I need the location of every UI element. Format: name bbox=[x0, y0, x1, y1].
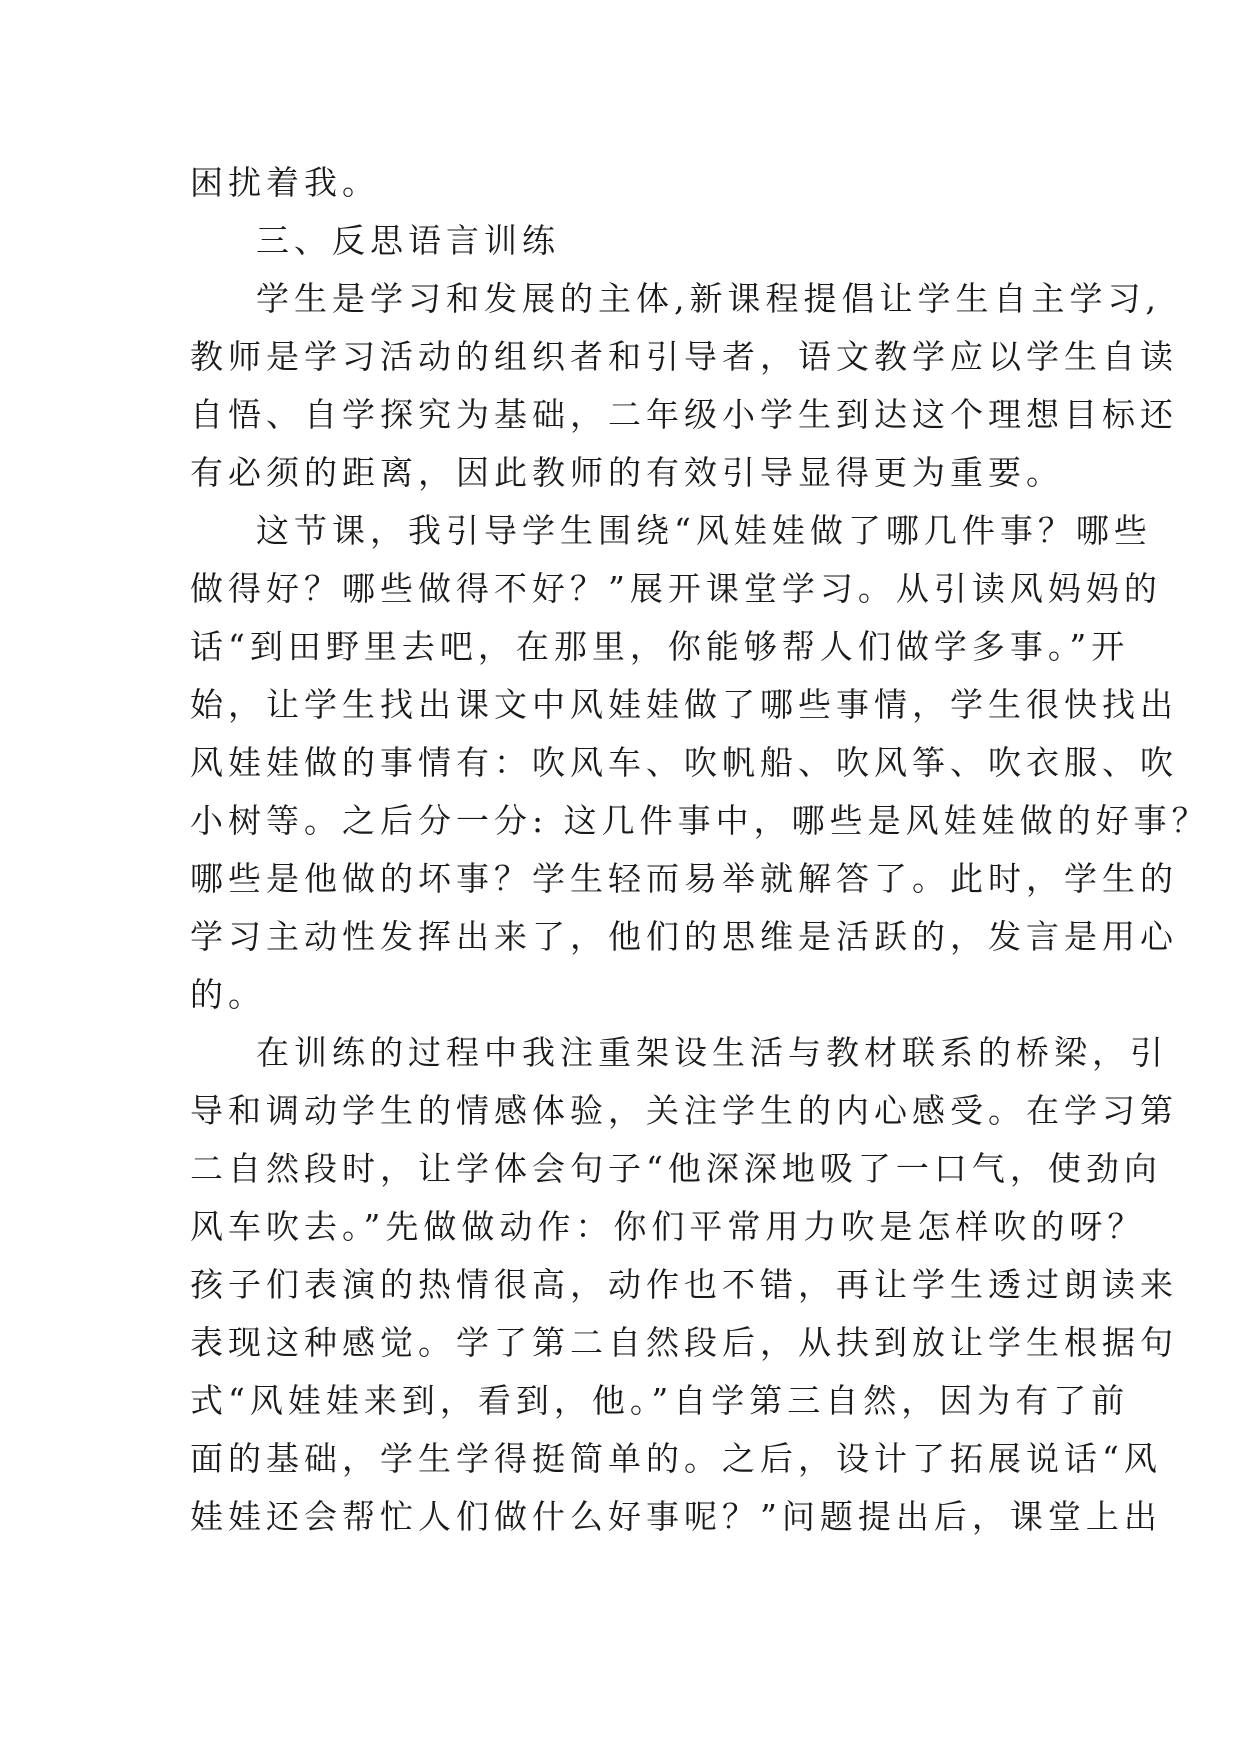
paragraph-first-line: 学生是学习和发展的主体,新课程提倡让学生自主学习, bbox=[256, 279, 1161, 318]
text-line: 表现这种感觉。学了第二自然段后，从扶到放让学生根据句 bbox=[190, 1323, 1178, 1362]
text-line: 的。 bbox=[190, 975, 266, 1014]
text-line: 哪些是他做的坏事？学生轻而易举就解答了。此时，学生的 bbox=[190, 859, 1178, 898]
text-line: 有必须的距离，因此教师的有效引导显得更为重要。 bbox=[190, 453, 1064, 492]
paragraph-first-line: 这节课，我引导学生围绕“风娃娃做了哪几件事？哪些 bbox=[256, 511, 1152, 550]
text-line: 导和调动学生的情感体验，关注学生的内心感受。在学习第 bbox=[190, 1091, 1178, 1130]
text-line: 娃娃还会帮忙人们做什么好事呢？”问题提出后，课堂上出 bbox=[190, 1497, 1162, 1536]
text-line: 小树等。之后分一分: 这几件事中，哪些是风娃娃做的好事？ bbox=[190, 801, 1210, 840]
paragraph-first-line: 在训练的过程中我注重架设生活与教材联系的桥梁，引 bbox=[256, 1033, 1168, 1072]
text-line: 困扰着我。 bbox=[190, 163, 380, 202]
document-body bbox=[190, 154, 1210, 1546]
text-line: 面的基础，学生学得挺简单的。之后，设计了拓展说话“风 bbox=[190, 1439, 1162, 1478]
text-line: 自悟、自学探究为基础，二年级小学生到达这个理想目标还 bbox=[190, 395, 1178, 434]
text-line: 始，让学生找出课文中风娃娃做了哪些事情，学生很快找出 bbox=[190, 685, 1178, 724]
text-line: 孩子们表演的热情很高，动作也不错，再让学生透过朗读来 bbox=[190, 1265, 1178, 1304]
paragraph-first-line: 三、反思语言训练 bbox=[256, 221, 560, 260]
text-line: 做得好？哪些做得不好？”展开课堂学习。从引读风妈妈的 bbox=[190, 569, 1162, 608]
text-line: 教师是学习活动的组织者和引导者，语文教学应以学生自读 bbox=[190, 337, 1178, 376]
text-line: 学习主动性发挥出来了，他们的思维是活跃的，发言是用心 bbox=[190, 917, 1178, 956]
text-line: 风车吹去。”先做做动作：你们平常用力吹是怎样吹的呀？ bbox=[190, 1207, 1146, 1246]
text-line: 二自然段时，让学体会句子“他深深地吸了一口气，使劲向 bbox=[190, 1149, 1162, 1188]
text-line: 风娃娃做的事情有：吹风车、吹帆船、吹风筝、吹衣服、吹 bbox=[190, 743, 1178, 782]
text-line: 话“到田野里去吧，在那里，你能够帮人们做学多事。”开 bbox=[190, 627, 1130, 666]
text-line: 式“风娃娃来到，看到，他。”自学第三自然，因为有了前 bbox=[190, 1381, 1130, 1420]
